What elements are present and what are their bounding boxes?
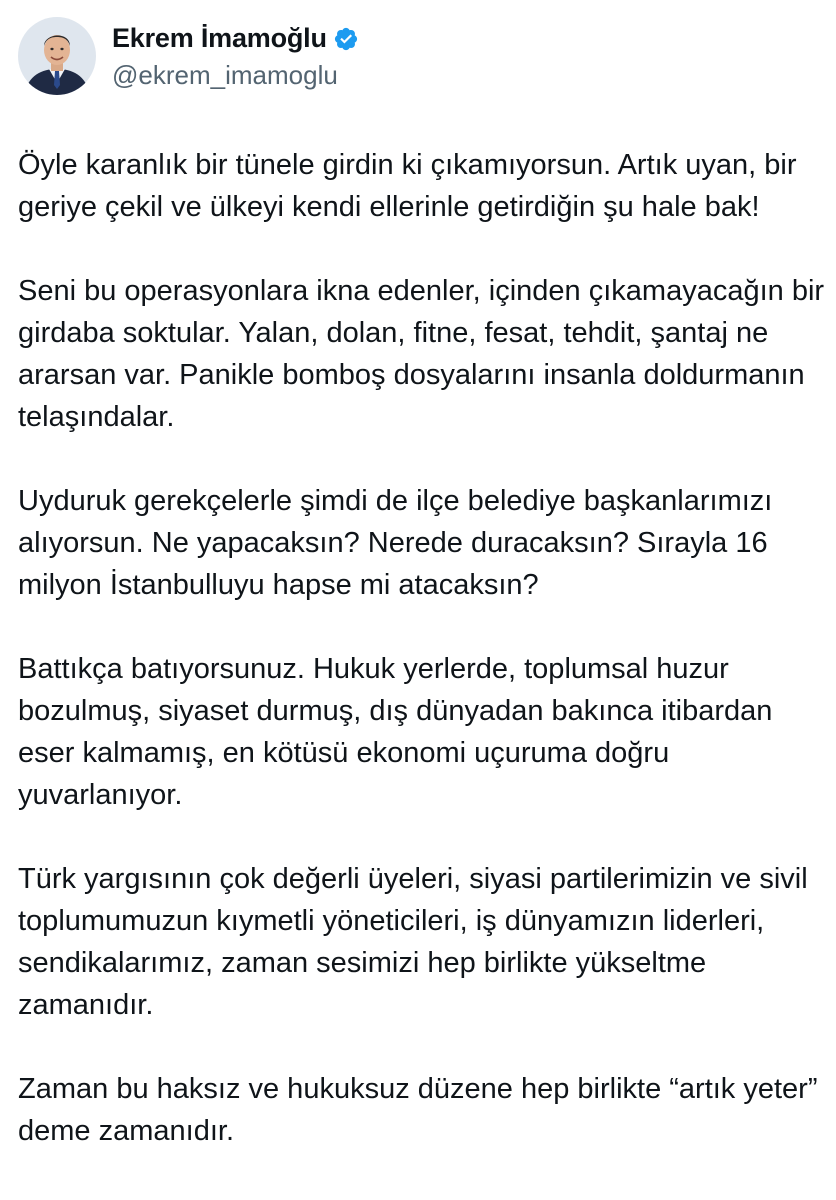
tweet-paragraph: Battıkça batıyorsunuz. Hukuk yerlerde, toplumsal huzur bozulmuş, siyaset durmuş, dış dünyadan bakınca itibardan eser kalmamış, en kötüsü ekonomi uçuruma doğru yuvarlanıyor. [18, 653, 773, 811]
avatar-image [18, 17, 96, 95]
tweet-text [18, 144, 830, 1152]
tweet-header [18, 16, 359, 96]
tweet-paragraph: Öyle karanlık bir tünele girdin ki çıkamıyorsun. Artık uyan, bir geriye çekil ve ülkeyi kendi ellerinle getirdiğin şu hale bak! [18, 149, 797, 223]
name-row [112, 22, 359, 56]
tweet-paragraph: Uyduruk gerekçelerle şimdi de ilçe belediye başkanlarımızı alıyorsun. Ne yapacaksın? Nerede duracaksın? Sırayla 16 milyon İstanbulluyu hapse mi atacaksın? [18, 485, 773, 601]
avatar[interactable] [18, 17, 96, 95]
tweet-paragraph: Türk yargısının çok değerli üyeleri, siyasi partilerimizin ve sivil toplumumuzun kıymetli yöneticileri, iş dünyamızın liderleri, sendikalarımız, zaman sesimizi hep birlikte yükseltme zamanıdır. [18, 863, 808, 1021]
author-handle[interactable]: @ekrem_imamoglu [112, 59, 338, 90]
author-name[interactable]: Ekrem İmamoğlu [112, 23, 327, 53]
tweet-paragraph: Seni bu operasyonlara ikna edenler, içinden çıkamayacağın bir girdaba soktular. Yalan, dolan, fitne, fesat, tehdit, şantaj ne ararsan var. Panikle bomboş dosyalarını insanla doldurmanın telaşındalar. [18, 275, 825, 433]
tweet-paragraph: Zaman bu haksız ve hukuksuz düzene hep birlikte “artık yeter” deme zamanıdır. [18, 1073, 818, 1147]
author-identity [112, 22, 359, 91]
verified-badge-icon[interactable] [333, 26, 359, 52]
